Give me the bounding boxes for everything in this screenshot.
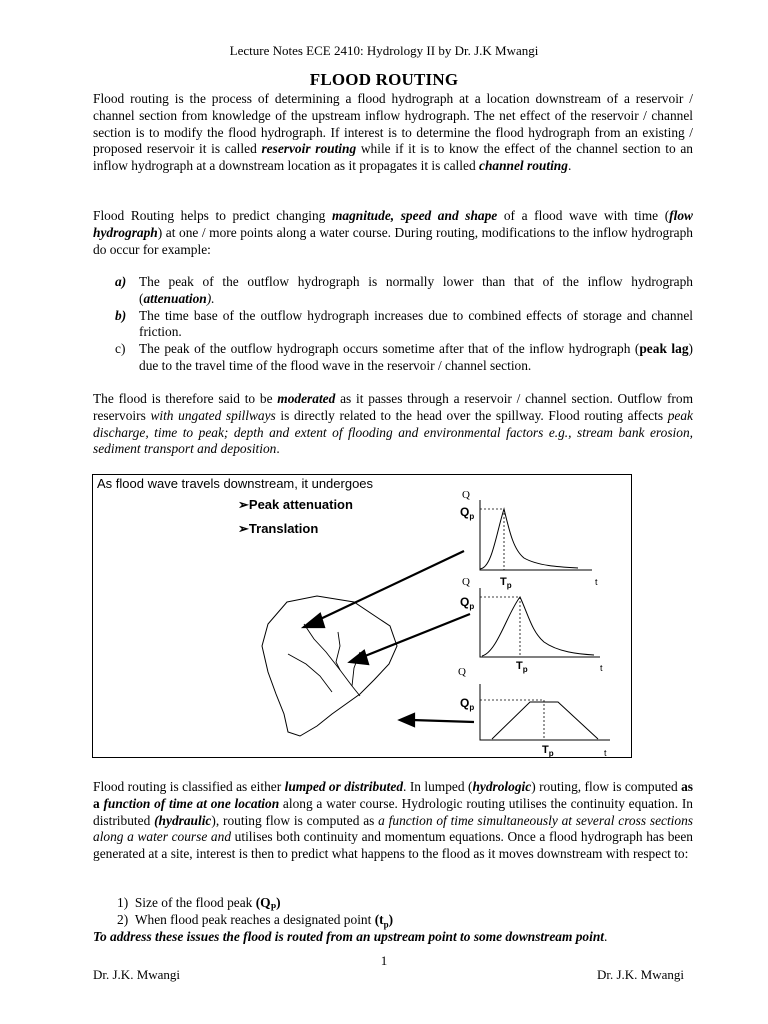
- paragraph-classification: [93, 779, 693, 863]
- p2-text-2: of a flood wave with time (: [497, 208, 670, 223]
- p1-text: Flood routing is the process of determining a flood hydrograph at a location downstream of a reservoir / channel section from knowledge of the upstream inflow hydrograph. The net effect of the reservoir / channel section is to modify the flood hydrograph. If interest is to determine the flood hydrograph from an existing / proposed reservoir it is called: [93, 91, 693, 157]
- p4-text-3: ) routing, flow is computed: [531, 779, 682, 794]
- figure-caption: As flood wave travels downstream, it undergoes: [97, 476, 374, 491]
- paragraph-moderation: [93, 391, 693, 458]
- item-symbol-end: ): [388, 912, 394, 927]
- page-number: 1: [380, 953, 388, 968]
- p3-text-2: as it passes through a reservoir / channel section. Outflow from reservoirs: [93, 391, 693, 423]
- term-lumped-distributed: lumped or distributed: [284, 779, 404, 794]
- term-reservoir-routing: reservoir routing: [261, 141, 357, 157]
- term-channel-routing: channel routing: [479, 158, 568, 174]
- term-hydraulic: (hydraulic: [154, 812, 212, 828]
- p4-text-6: ), routing flow is computed as: [211, 812, 379, 828]
- p4-text-2: . In lumped (: [403, 779, 473, 794]
- qp-label: $Q_p$: [460, 595, 475, 611]
- list-marker: b): [115, 307, 127, 323]
- qp-label: $Q_p$: [460, 696, 475, 712]
- list-item: [93, 341, 693, 375]
- p3-end: .: [276, 441, 280, 457]
- modification-list: [93, 274, 693, 375]
- p4-text-4: as a: [93, 779, 693, 811]
- p3-text: The flood is therefore said to be: [93, 391, 278, 406]
- p4-text-5: along a water course. Hydrologic routing utilises the continuity equation. In distributed: [93, 795, 694, 828]
- term-moderated: moderated: [277, 391, 336, 406]
- item-symbol: (Q: [255, 895, 271, 910]
- bullet-translation: ➢Translation: [238, 521, 319, 536]
- final-dot: .: [604, 929, 608, 944]
- list-text: The peak of the outflow hydrograph occurs sometime after that of the inflow hydrograph (: [139, 341, 640, 357]
- list-item: [93, 274, 693, 308]
- bullet-peak-attenuation: ➢Peak attenuation: [238, 497, 353, 512]
- term-peak-lag: peak lag: [639, 341, 689, 357]
- paragraph-intro: [93, 91, 693, 175]
- page-title: FLOOD ROUTING: [309, 70, 459, 89]
- running-header: Lecture Notes ECE 2410: Hydrology II by Dr. J.K Mwangi: [229, 43, 539, 58]
- tp-label: $T_p$: [516, 660, 528, 674]
- item-text: When flood peak reaches a designated point: [134, 912, 375, 927]
- item-number: 1): [117, 895, 129, 910]
- list-text: The peak of the outflow hydrograph is normally lower than that of the inflow hydrograph (: [139, 274, 693, 306]
- footer-right: Dr. J.K. Mwangi: [596, 967, 684, 982]
- axis-q-label: Q: [462, 576, 470, 588]
- list-item: [93, 308, 693, 342]
- term-flow-hydrograph: flow hydrograph: [93, 208, 693, 240]
- list-tail: ).: [206, 290, 215, 306]
- item-sub: P: [270, 902, 277, 913]
- footer-left: Dr. J.K. Mwangi: [93, 967, 181, 982]
- qp-label: $Q_p$: [460, 505, 475, 521]
- term-attenuation: attenuation: [143, 290, 207, 306]
- list-text: The time base of the outflow hydrograph increases due to combined effects of storage and channel friction.: [139, 307, 693, 340]
- term-ungated-spillways: with ungated spillways: [150, 407, 276, 423]
- term-effects: peak discharge, time to peak; depth and extent of flooding and environmental factors e.g., stream bank erosion, sediment transport and deposition: [93, 407, 693, 457]
- axis-t-label: t: [595, 577, 598, 587]
- list-marker: c): [115, 341, 126, 357]
- item-sub: p: [383, 919, 389, 930]
- list-tail: ) due to the travel time of the flood wave in the reservoir / channel section.: [139, 341, 693, 373]
- tp-label: $T_p$: [542, 744, 554, 758]
- p3-text-3: is directly related to the head over the spillway. Flood routing affects: [275, 407, 668, 423]
- p1-text-2: while if it is to know the effect of the channel section to an inflow hydrograph at a downstream location as it propagates it is called: [93, 141, 693, 174]
- term-distributed-def: a function of time simultaneously at several cross sections along a water course and: [93, 812, 693, 845]
- p4-text: Flood routing is classified as either: [93, 779, 285, 794]
- axis-t-label: t: [604, 748, 607, 758]
- p1-end: .: [567, 158, 572, 174]
- axis-q-label: Q: [462, 489, 470, 501]
- item-symbol-end: ): [276, 895, 281, 910]
- concluding-statement: [93, 929, 693, 945]
- tp-label: $T_p$: [500, 576, 512, 590]
- final-text: To address these issues the flood is routed from an upstream point to some downstream point: [93, 929, 605, 944]
- axis-t-label: t: [600, 663, 603, 673]
- term-hydrologic: hydrologic: [472, 779, 532, 794]
- item-text: Size of the flood peak: [134, 895, 256, 910]
- item-number: 2): [117, 912, 129, 927]
- term-magnitude: magnitude, speed and shape: [331, 208, 498, 223]
- item-symbol: (t: [374, 912, 384, 927]
- flood-routing-figure: [92, 474, 632, 758]
- term-function-of-time: function of time at one location: [103, 795, 280, 811]
- p4-text-7: utilises both continuity and momentum equations. Once a flood hydrograph has been generated at a site, interest is then to predict what happens to the flood as it moves downstream with respect to:: [93, 829, 694, 862]
- figure-frame: [93, 475, 632, 758]
- axis-q-label: Q: [458, 666, 466, 678]
- list-marker: a): [115, 274, 127, 289]
- p2-text-3: ) at one / more points along a water course. During routing, modifications to the inflow hydrograph do occur for example:: [93, 224, 693, 257]
- p2-text: Flood Routing helps to predict changing: [93, 208, 332, 223]
- paragraph-purpose: [93, 208, 693, 258]
